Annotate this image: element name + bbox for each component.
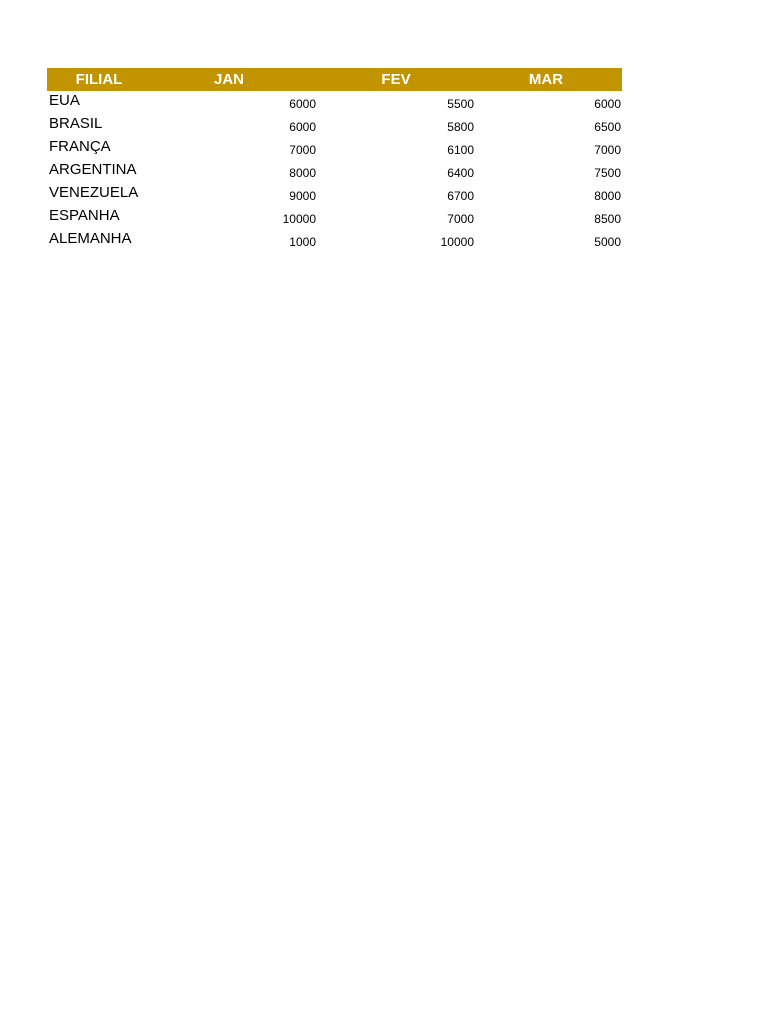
cell-mar[interactable]: 7500 xyxy=(594,166,621,180)
table-header-row xyxy=(47,68,622,91)
cell-jan[interactable]: 7000 xyxy=(289,143,316,157)
cell-jan[interactable]: 8000 xyxy=(289,166,316,180)
table-row xyxy=(47,183,622,206)
cell-filial[interactable]: FRANÇA xyxy=(49,138,111,155)
sales-table xyxy=(47,68,622,252)
cell-fev[interactable]: 6400 xyxy=(447,166,474,180)
cell-mar[interactable]: 8500 xyxy=(594,212,621,226)
cell-jan[interactable]: 10000 xyxy=(282,212,316,226)
cell-fev[interactable]: 5500 xyxy=(447,97,474,111)
cell-mar[interactable]: 6500 xyxy=(594,120,621,134)
cell-jan[interactable]: 6000 xyxy=(289,120,316,134)
header-fev[interactable]: FEV xyxy=(381,71,411,88)
table-row xyxy=(47,206,622,229)
cell-filial[interactable]: ALEMANHA xyxy=(49,230,132,247)
cell-mar[interactable]: 5000 xyxy=(594,235,621,249)
cell-fev[interactable]: 10000 xyxy=(440,235,474,249)
table-row xyxy=(47,137,622,160)
cell-fev[interactable]: 7000 xyxy=(447,212,474,226)
cell-fev[interactable]: 6100 xyxy=(447,143,474,157)
table-row xyxy=(47,114,622,137)
cell-filial[interactable]: ARGENTINA xyxy=(49,161,137,178)
cell-filial[interactable]: BRASIL xyxy=(49,115,103,132)
header-jan[interactable]: JAN xyxy=(213,71,244,88)
cell-filial[interactable]: EUA xyxy=(49,92,80,109)
header-filial[interactable]: FILIAL xyxy=(75,71,123,88)
header-mar[interactable]: MAR xyxy=(528,71,564,88)
cell-filial[interactable]: VENEZUELA xyxy=(49,184,139,201)
cell-jan[interactable]: 1000 xyxy=(289,235,316,249)
cell-fev[interactable]: 6700 xyxy=(447,189,474,203)
cell-jan[interactable]: 6000 xyxy=(289,97,316,111)
cell-mar[interactable]: 8000 xyxy=(594,189,621,203)
table-row xyxy=(47,229,622,252)
cell-mar[interactable]: 6000 xyxy=(594,97,621,111)
cell-jan[interactable]: 9000 xyxy=(289,189,316,203)
table-row xyxy=(47,91,622,114)
cell-fev[interactable]: 5800 xyxy=(447,120,474,134)
cell-mar[interactable]: 7000 xyxy=(594,143,621,157)
cell-filial[interactable]: ESPANHA xyxy=(49,207,120,224)
table-row xyxy=(47,160,622,183)
